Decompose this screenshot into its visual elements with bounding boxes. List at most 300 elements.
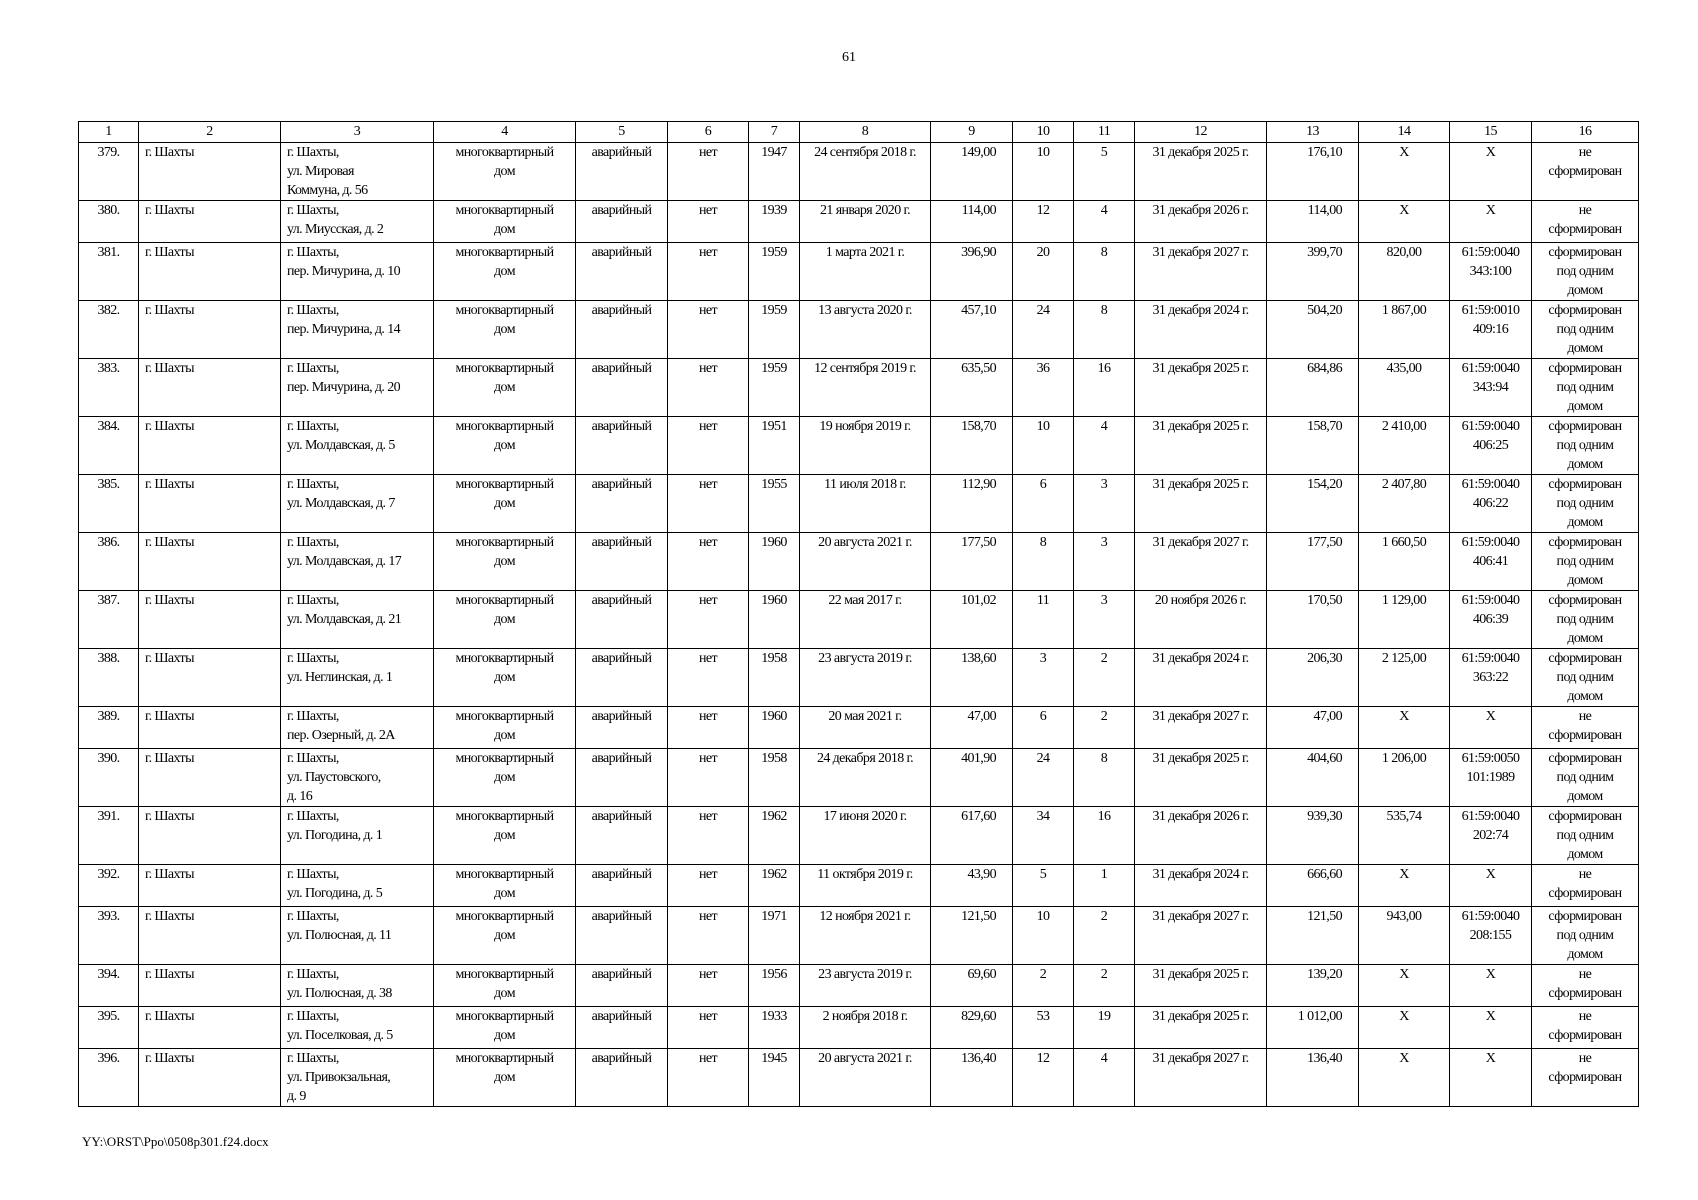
address-cell-line: пер. Мичурина, д. 20 [287,380,401,395]
building-type-cell [434,649,576,707]
land-area-cell: 1 867,00 [1359,301,1450,359]
building-type-cell-line: дом [494,1070,515,1085]
residents-cell: 36 [1013,359,1074,417]
column-header: 13 [1267,122,1359,143]
total-area-cell: 154,20 [1267,475,1359,533]
table-row [79,243,1639,301]
land-status-cell-line: сформирован [1548,651,1622,666]
residents-cell: 10 [1013,417,1074,475]
cadastral-number-cell-line: 406:22 [1472,496,1509,511]
deadline-cell: 31 декабря 2026 г. [1135,807,1267,865]
apartments-cell: 1 [1074,865,1135,907]
land-status-cell-line: домом [1567,789,1603,804]
deadline-cell: 31 декабря 2025 г. [1135,475,1267,533]
year-cell: 1939 [749,201,800,243]
table-row [79,707,1639,749]
table-row [79,1049,1639,1107]
residents-cell: 12 [1013,201,1074,243]
building-type-cell-line: многоквартирный [455,651,554,666]
column-header: 14 [1359,122,1450,143]
city-cell: г. Шахты [139,965,281,1007]
address-cell-line: г. Шахты, [287,203,339,218]
address-cell-line: г. Шахты, [287,593,339,608]
land-area-cell: X [1359,143,1450,201]
address-cell-line: ул. Миусская, д. 2 [287,222,384,237]
land-status-cell-line: домом [1567,947,1603,962]
total-area-cell: 170,50 [1267,591,1359,649]
apartments-cell: 3 [1074,533,1135,591]
year-cell: 1958 [749,649,800,707]
residents-cell: 8 [1013,533,1074,591]
building-type-cell [434,965,576,1007]
building-type-cell-line: многоквартирный [455,967,554,982]
land-status-cell-line: домом [1567,341,1603,356]
total-area-cell: 1 012,00 [1267,1007,1359,1049]
cadastral-number-cell [1450,1049,1532,1107]
address-cell-line: ул. Поселковая, д. 5 [287,1028,393,1043]
cadastral-number-cell [1450,649,1532,707]
table-row [79,417,1639,475]
year-cell: 1962 [749,865,800,907]
address-cell-line: г. Шахты, [287,909,339,924]
address-cell [281,475,434,533]
flag-cell: нет [668,1007,749,1049]
housing-table-wrapper [78,121,1638,1107]
year-cell: 1955 [749,475,800,533]
row-number: 394. [79,965,139,1007]
land-status-cell [1532,865,1639,907]
cadastral-number-cell [1450,591,1532,649]
row-number: 390. [79,749,139,807]
residents-cell: 6 [1013,707,1074,749]
cadastral-number-cell [1450,965,1532,1007]
building-type-cell-line: дом [494,828,515,843]
address-cell [281,143,434,201]
address-cell-line: г. Шахты, [287,1009,339,1024]
deadline-cell: 31 декабря 2027 г. [1135,1049,1267,1107]
condition-cell: аварийный [576,707,668,749]
table-row [79,475,1639,533]
city-cell: г. Шахты [139,533,281,591]
building-type-cell-line: многоквартирный [455,1009,554,1024]
land-status-cell-line: под одним [1556,612,1614,627]
year-cell: 1951 [749,417,800,475]
land-status-cell-line: сформирован [1548,164,1622,179]
condition-cell: аварийный [576,201,668,243]
deadline-cell: 31 декабря 2025 г. [1135,417,1267,475]
residents-cell: 12 [1013,1049,1074,1107]
land-area-cell: 435,00 [1359,359,1450,417]
deadline-cell: 31 декабря 2027 г. [1135,243,1267,301]
building-type-cell [434,417,576,475]
land-status-cell [1532,143,1639,201]
land-status-cell-line: не [1578,145,1592,160]
building-type-cell-line: многоквартирный [455,203,554,218]
land-status-cell-line: под одним [1556,496,1614,511]
recognition-date-cell: 11 октября 2019 г. [800,865,931,907]
total-area-cell: 177,50 [1267,533,1359,591]
total-area-cell: 666,60 [1267,865,1359,907]
address-cell [281,301,434,359]
recognition-date-cell: 13 августа 2020 г. [800,301,931,359]
row-number: 379. [79,143,139,201]
land-status-cell-line: сформирован [1548,751,1622,766]
address-cell [281,417,434,475]
cadastral-number-cell-line: X [1485,1009,1496,1024]
apartments-cell: 8 [1074,301,1135,359]
year-cell: 1960 [749,591,800,649]
land-status-cell-line: под одним [1556,670,1614,685]
address-cell-line: ул. Молдавская, д. 21 [287,612,402,627]
apartments-cell: 2 [1074,965,1135,1007]
land-status-cell [1532,1007,1639,1049]
address-cell-line: ул. Молдавская, д. 7 [287,496,395,511]
condition-cell: аварийный [576,417,668,475]
flag-cell: нет [668,301,749,359]
apartments-cell: 8 [1074,749,1135,807]
area-cell: 149,00 [931,143,1013,201]
condition-cell: аварийный [576,649,668,707]
address-cell-line: пер. Озерный, д. 2А [287,728,395,743]
land-status-cell-line: под одним [1556,264,1614,279]
building-type-cell-line: многоквартирный [455,303,554,318]
land-status-cell-line: под одним [1556,828,1614,843]
address-cell-line: ул. Неглинская, д. 1 [287,670,393,685]
condition-cell: аварийный [576,591,668,649]
recognition-date-cell: 12 сентября 2019 г. [800,359,931,417]
land-status-cell-line: не [1578,1009,1592,1024]
building-type-cell-line: дом [494,770,515,785]
deadline-cell: 31 декабря 2025 г. [1135,749,1267,807]
address-cell [281,1049,434,1107]
land-status-cell [1532,591,1639,649]
address-cell-line: ул. Молдавская, д. 17 [287,554,402,569]
row-number: 387. [79,591,139,649]
table-row [79,143,1639,201]
city-cell: г. Шахты [139,865,281,907]
column-header: 3 [281,122,434,143]
cadastral-number-cell-line: 202:74 [1472,828,1509,843]
cadastral-number-cell-line: 61:59:0040 [1461,477,1520,492]
building-type-cell [434,807,576,865]
recognition-date-cell: 11 июля 2018 г. [800,475,931,533]
header-row [79,122,1639,143]
year-cell: 1956 [749,965,800,1007]
address-cell [281,707,434,749]
building-type-cell-line: многоквартирный [455,477,554,492]
land-status-cell-line: под одним [1556,322,1614,337]
address-cell [281,243,434,301]
area-cell: 121,50 [931,907,1013,965]
building-type-cell-line: многоквартирный [455,535,554,550]
column-header: 12 [1135,122,1267,143]
flag-cell: нет [668,907,749,965]
year-cell: 1959 [749,359,800,417]
building-type-cell-line: многоквартирный [455,145,554,160]
total-area-cell: 176,10 [1267,143,1359,201]
address-cell-line: г. Шахты, [287,751,339,766]
city-cell: г. Шахты [139,243,281,301]
condition-cell: аварийный [576,533,668,591]
table-body [79,143,1639,1107]
address-cell-line: г. Шахты, [287,419,339,434]
column-header: 8 [800,122,931,143]
land-status-cell [1532,417,1639,475]
row-number: 384. [79,417,139,475]
cadastral-number-cell-line: X [1485,967,1496,982]
row-number: 388. [79,649,139,707]
row-number: 382. [79,301,139,359]
row-number: 389. [79,707,139,749]
cadastral-number-cell-line: X [1485,203,1496,218]
land-status-cell-line: сформирован [1548,909,1622,924]
cadastral-number-cell-line: 343:94 [1472,380,1509,395]
land-status-cell-line: сформирован [1548,986,1622,1001]
deadline-cell: 31 декабря 2024 г. [1135,649,1267,707]
building-type-cell [434,243,576,301]
building-type-cell-line: многоквартирный [455,809,554,824]
recognition-date-cell: 24 декабря 2018 г. [800,749,931,807]
cadastral-number-cell [1450,707,1532,749]
address-cell-line: ул. Полюсная, д. 11 [287,928,392,943]
land-status-cell-line: не [1578,1051,1592,1066]
residents-cell: 24 [1013,749,1074,807]
land-status-cell [1532,1049,1639,1107]
total-area-cell: 404,60 [1267,749,1359,807]
address-cell-line: ул. Погодина, д. 1 [287,828,383,843]
land-status-cell-line: сформирован [1548,593,1622,608]
address-cell [281,533,434,591]
flag-cell: нет [668,475,749,533]
row-number: 385. [79,475,139,533]
city-cell: г. Шахты [139,201,281,243]
land-status-cell-line: сформирован [1548,809,1622,824]
land-status-cell-line: сформирован [1548,361,1622,376]
building-type-cell-line: дом [494,164,515,179]
condition-cell: аварийный [576,965,668,1007]
apartments-cell: 4 [1074,1049,1135,1107]
row-number: 380. [79,201,139,243]
building-type-cell-line: дом [494,670,515,685]
address-cell-line: д. 9 [287,1089,306,1104]
table-row [79,359,1639,417]
condition-cell: аварийный [576,475,668,533]
address-cell-line: г. Шахты, [287,303,339,318]
address-cell-line: г. Шахты, [287,535,339,550]
land-status-cell-line: сформирован [1548,419,1622,434]
recognition-date-cell: 23 августа 2019 г. [800,649,931,707]
residents-cell: 10 [1013,907,1074,965]
building-type-cell-line: дом [494,554,515,569]
building-type-cell-line: дом [494,928,515,943]
cadastral-number-cell [1450,865,1532,907]
city-cell: г. Шахты [139,1049,281,1107]
condition-cell: аварийный [576,1049,668,1107]
building-type-cell [434,533,576,591]
total-area-cell: 136,40 [1267,1049,1359,1107]
table-row [79,1007,1639,1049]
building-type-cell-line: многоквартирный [455,867,554,882]
recognition-date-cell: 20 августа 2021 г. [800,1049,931,1107]
land-area-cell: 535,74 [1359,807,1450,865]
deadline-cell: 20 ноября 2026 г. [1135,591,1267,649]
address-cell-line: г. Шахты, [287,477,339,492]
deadline-cell: 31 декабря 2025 г. [1135,143,1267,201]
deadline-cell: 31 декабря 2025 г. [1135,965,1267,1007]
land-status-cell-line: домом [1567,457,1603,472]
building-type-cell [434,865,576,907]
land-status-cell-line: сформирован [1548,303,1622,318]
footer-file-path: YY:\ORST\Ppo\0508p301.f24.docx [82,1134,269,1149]
land-status-cell-line: сформирован [1548,222,1622,237]
cadastral-number-cell-line: 61:59:0040 [1461,361,1520,376]
recognition-date-cell: 24 сентября 2018 г. [800,143,931,201]
recognition-date-cell: 20 августа 2021 г. [800,533,931,591]
flag-cell: нет [668,865,749,907]
column-header: 9 [931,122,1013,143]
building-type-cell-line: дом [494,264,515,279]
building-type-cell-line: многоквартирный [455,909,554,924]
land-status-cell-line: сформирован [1548,728,1622,743]
row-number: 393. [79,907,139,965]
year-cell: 1960 [749,707,800,749]
column-header: 4 [434,122,576,143]
address-cell-line: д. 16 [287,789,313,804]
land-status-cell-line: сформирован [1548,477,1622,492]
building-type-cell-line: дом [494,612,515,627]
land-status-cell-line: домом [1567,847,1603,862]
residents-cell: 6 [1013,475,1074,533]
year-cell: 1971 [749,907,800,965]
area-cell: 138,60 [931,649,1013,707]
year-cell: 1959 [749,243,800,301]
land-status-cell-line: сформирован [1548,535,1622,550]
flag-cell: нет [668,143,749,201]
total-area-cell: 504,20 [1267,301,1359,359]
residents-cell: 24 [1013,301,1074,359]
building-type-cell [434,707,576,749]
cadastral-number-cell-line: 409:16 [1472,322,1509,337]
land-area-cell: X [1359,707,1450,749]
cadastral-number-cell-line: 61:59:0040 [1461,651,1520,666]
residents-cell: 34 [1013,807,1074,865]
land-area-cell: 2 410,00 [1359,417,1450,475]
land-area-cell: 2 125,00 [1359,649,1450,707]
residents-cell: 11 [1013,591,1074,649]
cadastral-number-cell [1450,417,1532,475]
cadastral-number-cell [1450,359,1532,417]
area-cell: 396,90 [931,243,1013,301]
city-cell: г. Шахты [139,143,281,201]
address-cell [281,201,434,243]
building-type-cell-line: многоквартирный [455,709,554,724]
address-cell-line: ул. Полюсная, д. 38 [287,986,392,1001]
flag-cell: нет [668,965,749,1007]
year-cell: 1945 [749,1049,800,1107]
city-cell: г. Шахты [139,649,281,707]
cadastral-number-cell-line: 61:59:0050 [1461,751,1520,766]
apartments-cell: 3 [1074,591,1135,649]
building-type-cell [434,591,576,649]
address-cell-line: г. Шахты, [287,867,339,882]
land-status-cell [1532,907,1639,965]
building-type-cell-line: дом [494,496,515,511]
land-status-cell-line: не [1578,203,1592,218]
flag-cell: нет [668,533,749,591]
recognition-date-cell: 21 января 2020 г. [800,201,931,243]
flag-cell: нет [668,417,749,475]
address-cell-line: г. Шахты, [287,809,339,824]
city-cell: г. Шахты [139,1007,281,1049]
land-status-cell [1532,807,1639,865]
city-cell: г. Шахты [139,591,281,649]
area-cell: 158,70 [931,417,1013,475]
land-status-cell [1532,749,1639,807]
flag-cell: нет [668,649,749,707]
row-number: 396. [79,1049,139,1107]
building-type-cell-line: дом [494,222,515,237]
area-cell: 457,10 [931,301,1013,359]
cadastral-number-cell [1450,1007,1532,1049]
cadastral-number-cell-line: 343:100 [1469,264,1512,279]
land-area-cell: X [1359,965,1450,1007]
building-type-cell [434,907,576,965]
flag-cell: нет [668,243,749,301]
recognition-date-cell: 23 августа 2019 г. [800,965,931,1007]
cadastral-number-cell-line: X [1485,1051,1496,1066]
building-type-cell-line: многоквартирный [455,419,554,434]
flag-cell: нет [668,749,749,807]
land-area-cell: 1 129,00 [1359,591,1450,649]
cadastral-number-cell-line: 406:39 [1472,612,1509,627]
year-cell: 1947 [749,143,800,201]
land-status-cell [1532,533,1639,591]
condition-cell: аварийный [576,907,668,965]
residents-cell: 2 [1013,965,1074,1007]
city-cell: г. Шахты [139,907,281,965]
page-number: 61 [842,50,856,65]
cadastral-number-cell [1450,475,1532,533]
address-cell [281,591,434,649]
deadline-cell: 31 декабря 2026 г. [1135,201,1267,243]
cadastral-number-cell [1450,907,1532,965]
city-cell: г. Шахты [139,707,281,749]
table-row [79,965,1639,1007]
building-type-cell-line: дом [494,322,515,337]
flag-cell: нет [668,359,749,417]
land-area-cell: 2 407,80 [1359,475,1450,533]
table-row [79,649,1639,707]
land-status-cell-line: под одним [1556,554,1614,569]
table-row [79,201,1639,243]
apartments-cell: 4 [1074,201,1135,243]
land-status-cell-line: домом [1567,689,1603,704]
building-type-cell-line: многоквартирный [455,361,554,376]
address-cell-line: пер. Мичурина, д. 14 [287,322,401,337]
column-header: 16 [1532,122,1639,143]
table-row [79,907,1639,965]
table-row [79,807,1639,865]
recognition-date-cell: 12 ноября 2021 г. [800,907,931,965]
land-status-cell [1532,301,1639,359]
land-status-cell-line: под одним [1556,928,1614,943]
cadastral-number-cell [1450,143,1532,201]
building-type-cell-line: дом [494,986,515,1001]
building-type-cell [434,143,576,201]
address-cell-line: ул. Молдавская, д. 5 [287,438,395,453]
row-number: 395. [79,1007,139,1049]
land-status-cell-line: домом [1567,631,1603,646]
